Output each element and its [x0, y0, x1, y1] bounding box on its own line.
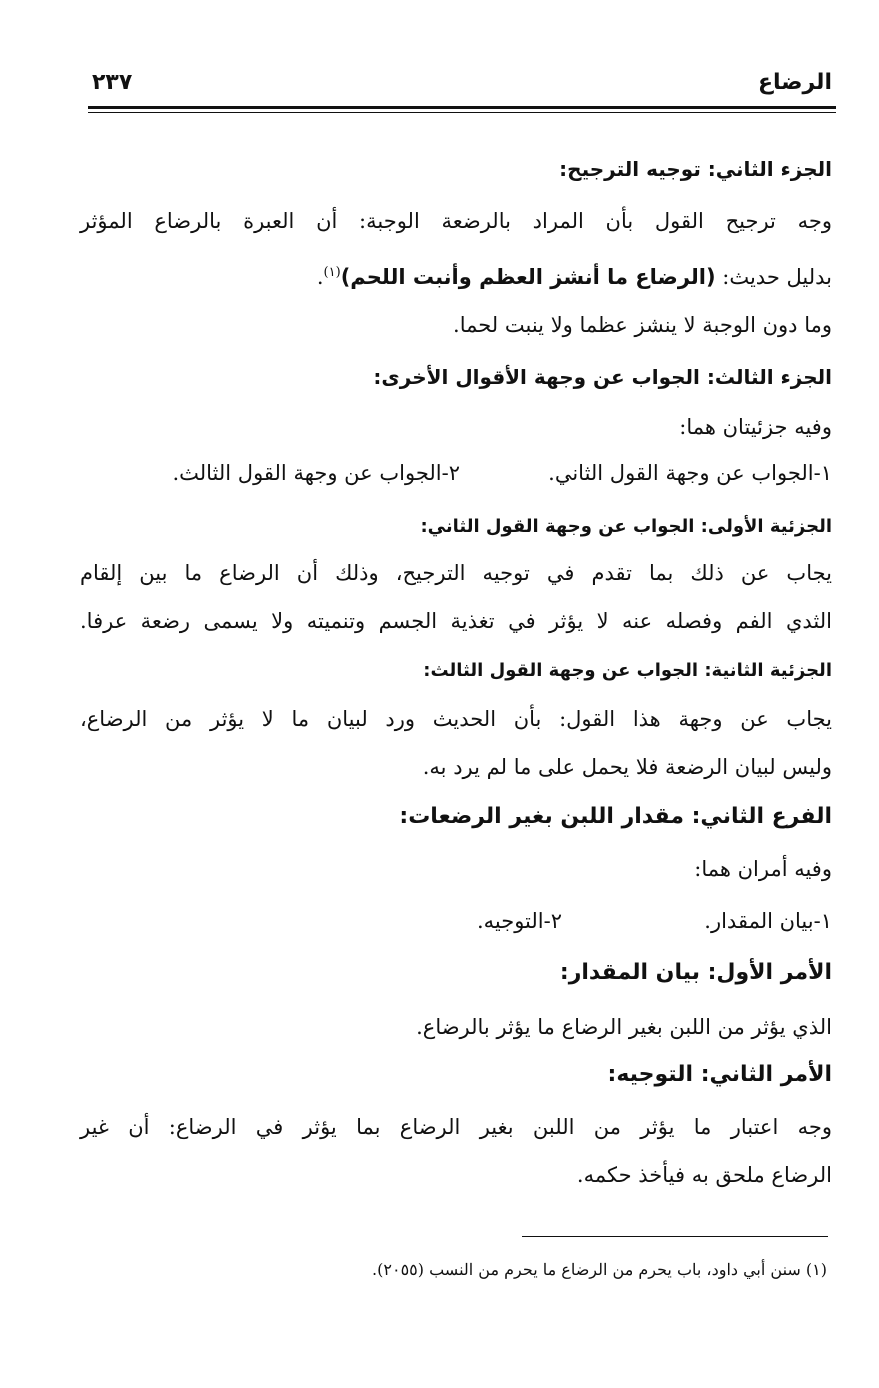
section-heading: الجزء الثالث: الجواب عن وجهة الأقوال الأخرى: [373, 365, 832, 389]
paragraph-line: وجه اعتبار ما يؤثر من اللبن بغير الرضاع بما يؤثر في الرضاع: أن غير [80, 1115, 832, 1139]
paragraph-line: الثدي الفم وفصله عنه لا يؤثر في تغذية الجسم وتنميته ولا يسمى رضعة عرفا. [80, 609, 832, 633]
paragraph-line: وفيه جزئيتان هما: [679, 415, 832, 439]
list-item: ١-بيان المقدار. [704, 909, 832, 933]
hadith-prefix: بدليل حديث: [722, 265, 832, 289]
footnote-rule [522, 1236, 828, 1237]
paragraph-line: وفيه أمران هما: [694, 857, 832, 881]
matter-heading: الأمر الأول: بيان المقدار: [559, 960, 832, 985]
hadith-quote: (الرضاع ما أنشز العظم وأنبت اللحم) [340, 265, 716, 289]
branch-heading: الفرع الثاني: مقدار اللبن بغير الرضعات: [399, 804, 832, 829]
paragraph-line: وجه ترجيح القول بأن المراد بالرضعة الوجبة: أن العبرة بالرضاع المؤثر [80, 209, 832, 233]
footnote: (١) سنن أبي داود، باب يحرم من الرضاع ما يحرم من النسب (٢٠٥٥). [372, 1260, 827, 1279]
section-heading: الجزء الثاني: توجيه الترجيح: [559, 157, 832, 181]
list-item: ١-الجواب عن وجهة القول الثاني. [548, 461, 832, 485]
hadith-end: . [316, 265, 324, 289]
matter-heading: الأمر الثاني: التوجيه: [607, 1062, 832, 1087]
footnote-ref[interactable]: (١) [323, 265, 341, 280]
list-item: ٢-التوجيه. [476, 909, 562, 933]
paragraph-line: الرضاع ملحق به فيأخذ حكمه. [576, 1163, 832, 1187]
subsection-heading: الجزئية الثانية: الجواب عن وجهة القول الثالث: [423, 660, 832, 681]
paragraph-line: يجاب عن وجهة هذا القول: بأن الحديث ورد لبيان ما لا يؤثر من الرضاع، [80, 707, 832, 731]
paragraph-line: وليس لبيان الرضعة فلا يحمل على ما لم يرد به. [422, 755, 832, 779]
main-text [80, 0, 832, 1230]
page-number: ٢٣٧ [92, 70, 133, 95]
subsection-heading: الجزئية الأولى: الجواب عن وجهة القول الثاني: [420, 516, 832, 537]
paragraph-line: يجاب عن ذلك بما تقدم في توجيه الترجيح، وذلك أن الرضاع ما بين إلقام [80, 561, 832, 585]
paragraph-line: الذي يؤثر من اللبن بغير الرضاع ما يؤثر بالرضاع. [416, 1015, 832, 1039]
paragraph-line: وما دون الوجبة لا ينشز عظما ولا ينبت لحما. [453, 313, 832, 337]
running-title: الرضاع [757, 70, 832, 95]
list-item: ٢-الجواب عن وجهة القول الثالث. [172, 461, 460, 485]
paragraph-line-hadith [317, 258, 832, 292]
